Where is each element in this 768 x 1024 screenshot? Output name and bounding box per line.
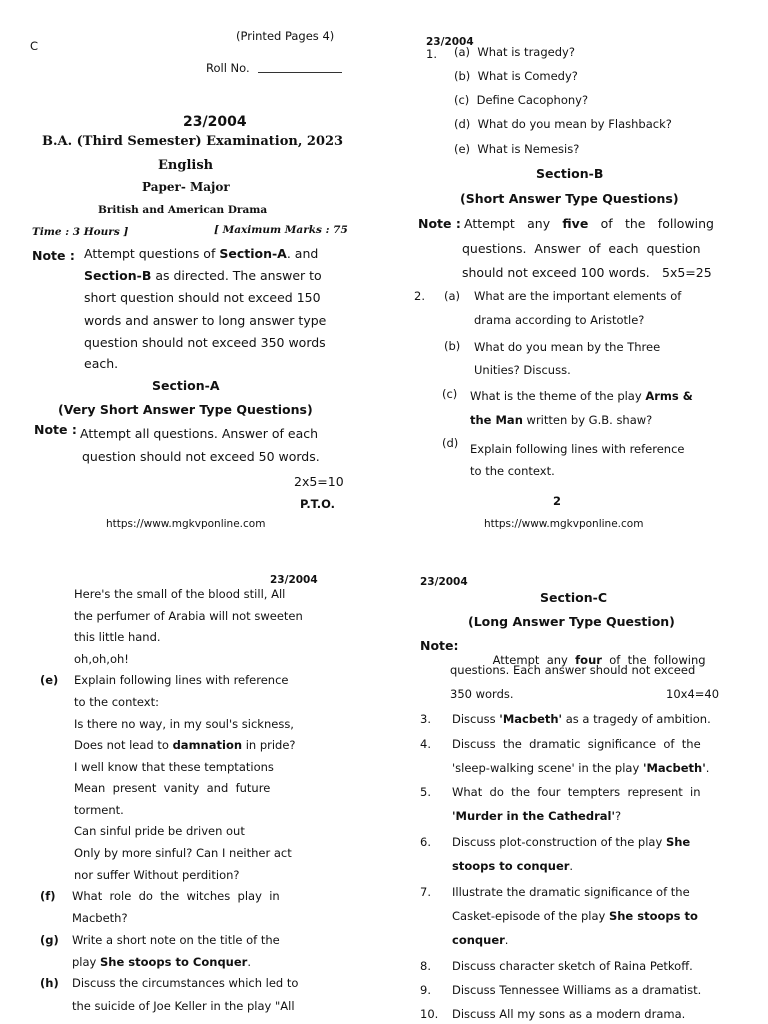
qe-line-1: Explain following lines with reference bbox=[74, 673, 289, 687]
qg-line-1: Write a short note on the title of the bbox=[72, 933, 280, 947]
page-4 bbox=[384, 512, 768, 1024]
question-text: Discuss character sketch of Raina Petkoff. bbox=[452, 959, 693, 973]
qe-verse-5: torment. bbox=[74, 803, 124, 817]
quote-line-3: this little hand. bbox=[74, 630, 161, 644]
q2b-line-2: Unities? Discuss. bbox=[474, 363, 571, 377]
paper-type: Paper- Major bbox=[142, 180, 230, 194]
question-title-bold: She bbox=[665, 835, 691, 849]
question-title-bold: conquer bbox=[452, 933, 505, 947]
question-number: 10. bbox=[420, 1007, 439, 1021]
qf-line-2: Macbeth? bbox=[72, 911, 128, 925]
roll-no-line bbox=[258, 72, 342, 73]
question-text: Illustrate the dramatic significance of the bbox=[452, 885, 690, 899]
section-a-heading: Section-A bbox=[152, 378, 220, 393]
q2c-line-2: the Man written by G.B. shaw? bbox=[470, 413, 653, 427]
note-label: Note : bbox=[32, 248, 75, 263]
qe-verse-6: Can sinful pride be driven out bbox=[74, 824, 245, 838]
question-text: Discuss the dramatic significance of the bbox=[452, 737, 701, 751]
note2-line-2: question should not exceed 50 words. bbox=[82, 449, 320, 464]
roll-no-label: Roll No. bbox=[206, 61, 250, 75]
question-number: 6. bbox=[420, 835, 431, 849]
paper-code: 23/2004 bbox=[183, 114, 247, 130]
question-number: 8. bbox=[420, 959, 431, 973]
section-b-heading: Section-B bbox=[536, 166, 604, 181]
q1b: (b) What is Comedy? bbox=[454, 69, 578, 83]
question-line bbox=[420, 836, 690, 850]
note2-line-1: Attempt all questions. Answer of each bbox=[80, 426, 319, 441]
question-text-tail: as a tragedy of ambition. bbox=[562, 712, 711, 726]
paper-code: 23/2004 bbox=[426, 36, 474, 48]
q2d-label: (d) bbox=[442, 436, 459, 450]
max-marks: [ Maximum Marks : 75 bbox=[214, 224, 348, 236]
section-c-subheading: (Long Answer Type Question) bbox=[468, 614, 675, 629]
question-text: Discuss bbox=[452, 712, 500, 726]
question-title-bold: stoops to conquer bbox=[452, 859, 570, 873]
note-line-3: short question should not exceed 150 bbox=[84, 290, 321, 305]
question-line bbox=[420, 1008, 685, 1022]
note-line-6: each. bbox=[84, 356, 119, 371]
time-label: Time : 3 Hours ] bbox=[32, 226, 129, 238]
note-line-2: questions. Each answer should not exceed bbox=[450, 663, 696, 677]
marks: 5x5=25 bbox=[662, 265, 712, 280]
page-1 bbox=[0, 0, 384, 530]
note-line-4: words and answer to long answer type bbox=[84, 313, 327, 328]
question-line bbox=[420, 860, 573, 874]
question-text-tail: . bbox=[504, 933, 509, 947]
qe-verse-1: Is there no way, in my soul's sickness, bbox=[74, 717, 294, 731]
qe-verse-7: Only by more sinful? Can I neither act bbox=[74, 846, 292, 860]
qe-verse-4: Mean present vanity and future bbox=[74, 781, 271, 795]
paper-code: 23/2004 bbox=[420, 576, 468, 588]
question-line bbox=[420, 762, 709, 776]
note2-label: Note : bbox=[34, 422, 77, 437]
note-label: Note : bbox=[418, 216, 461, 231]
section-c-heading: Section-C bbox=[540, 590, 607, 605]
question-line bbox=[420, 960, 693, 974]
question-number: 9. bbox=[420, 983, 431, 997]
quote-line-4: oh,oh,oh! bbox=[74, 652, 129, 666]
subject: English bbox=[158, 158, 214, 173]
marks: 10x4=40 bbox=[666, 687, 720, 701]
question-text: Discuss plot-construction of the play bbox=[452, 835, 666, 849]
q2c-line-1: What is the theme of the play Arms & bbox=[470, 389, 693, 403]
footer-url: https://www.mgkvponline.com bbox=[484, 518, 644, 530]
question-line bbox=[420, 886, 690, 900]
qe-label: (e) bbox=[40, 673, 59, 687]
question-title-bold: 'Macbeth' bbox=[642, 761, 706, 775]
question-title-bold: 'Murder in the Cathedral' bbox=[452, 809, 615, 823]
section-a-subheading: (Very Short Answer Type Questions) bbox=[58, 402, 313, 417]
note-line-3: 350 words. bbox=[450, 687, 514, 701]
question-text: Casket-episode of the play bbox=[452, 909, 609, 923]
marks: 2x5=10 bbox=[294, 474, 344, 489]
note-line-2: Section-B as directed. The answer to bbox=[84, 268, 322, 283]
question-text: Discuss Tennessee Williams as a dramatist. bbox=[452, 983, 702, 997]
question-text: What do the four tempters represent in bbox=[452, 785, 701, 799]
q2b-label: (b) bbox=[444, 339, 461, 353]
qh-line-1: Discuss the circumstances which led to bbox=[72, 976, 299, 990]
course-title: British and American Drama bbox=[98, 204, 268, 216]
question-line bbox=[420, 713, 711, 727]
qg-label: (g) bbox=[40, 933, 59, 947]
printed-pages: (Printed Pages 4) bbox=[236, 29, 335, 43]
pto: P.T.O. bbox=[300, 497, 336, 511]
question-text-tail: . bbox=[705, 761, 710, 775]
question-title-bold: 'Macbeth' bbox=[499, 712, 563, 726]
note-line-3: should not exceed 100 words. bbox=[462, 265, 650, 280]
note-label: Note: bbox=[420, 638, 459, 653]
qe-verse-3: I well know that these temptations bbox=[74, 760, 274, 774]
q2d-line-1: Explain following lines with reference bbox=[470, 442, 685, 456]
corner-mark: C bbox=[30, 39, 39, 53]
q2a-label: (a) bbox=[444, 289, 461, 303]
q2-number: 2. bbox=[414, 289, 425, 303]
note-line-1: Attempt any five of the following bbox=[464, 216, 714, 231]
q1c: (c) Define Cacophony? bbox=[454, 93, 589, 107]
question-title-bold: She stoops to bbox=[608, 909, 698, 923]
question-text: 'sleep-walking scene' in the play bbox=[452, 761, 643, 775]
qf-label: (f) bbox=[40, 889, 56, 903]
question-text-tail: ? bbox=[614, 809, 622, 823]
question-number: 4. bbox=[420, 737, 431, 751]
q2c-label: (c) bbox=[442, 387, 458, 401]
question-line bbox=[420, 984, 701, 998]
question-text-tail: . bbox=[569, 859, 574, 873]
question-line bbox=[420, 934, 508, 948]
page-number: 2 bbox=[553, 494, 562, 508]
q2d-line-2: to the context. bbox=[470, 464, 555, 478]
q1-number: 1. bbox=[426, 47, 437, 61]
page-3 bbox=[0, 512, 384, 1024]
qh-line-2: the suicide of Joe Keller in the play "All bbox=[72, 999, 295, 1013]
qg-line-2: play She stoops to Conquer. bbox=[72, 955, 251, 969]
quote-line-2: the perfumer of Arabia will not sweeten bbox=[74, 609, 303, 623]
qe-verse-2: Does not lead to damnation in pride? bbox=[74, 738, 296, 752]
question-number: 5. bbox=[420, 785, 431, 799]
question-line bbox=[420, 738, 701, 752]
exam-title: B.A. (Third Semester) Examination, 2023 bbox=[42, 134, 344, 149]
question-line bbox=[420, 810, 621, 824]
question-line bbox=[420, 910, 698, 924]
note-line-2: questions. Answer of each question bbox=[462, 241, 701, 256]
quote-line-1: Here's the small of the blood still, All bbox=[74, 587, 286, 601]
question-number: 3. bbox=[420, 712, 431, 726]
q1e: (e) What is Nemesis? bbox=[454, 142, 580, 156]
question-text: Discuss All my sons as a modern drama. bbox=[452, 1007, 686, 1021]
question-line bbox=[420, 786, 701, 800]
question-number: 7. bbox=[420, 885, 431, 899]
q1a: (a) What is tragedy? bbox=[454, 45, 575, 59]
page-2 bbox=[384, 0, 768, 530]
q2a-line-1: What are the important elements of bbox=[474, 289, 682, 303]
note-line-1: Attempt any four of the following bbox=[492, 652, 706, 667]
paper-code: 23/2004 bbox=[270, 574, 318, 586]
q2b-line-1: What do you mean by the Three bbox=[474, 340, 661, 354]
q1d: (d) What do you mean by Flashback? bbox=[454, 117, 672, 131]
qh-label: (h) bbox=[40, 976, 59, 990]
qe-verse-8: nor suffer Without perdition? bbox=[74, 868, 240, 882]
qf-line-1: What role do the witches play in bbox=[72, 889, 280, 903]
footer-url: https://www.mgkvponline.com bbox=[106, 518, 266, 530]
section-b-subheading: (Short Answer Type Questions) bbox=[460, 191, 679, 206]
note-line-1: Attempt questions of Section-A. and bbox=[84, 246, 319, 261]
note-line-5: question should not exceed 350 words bbox=[84, 335, 326, 350]
q2a-line-2: drama according to Aristotle? bbox=[474, 313, 645, 327]
qe-line-2: to the context: bbox=[74, 695, 159, 709]
